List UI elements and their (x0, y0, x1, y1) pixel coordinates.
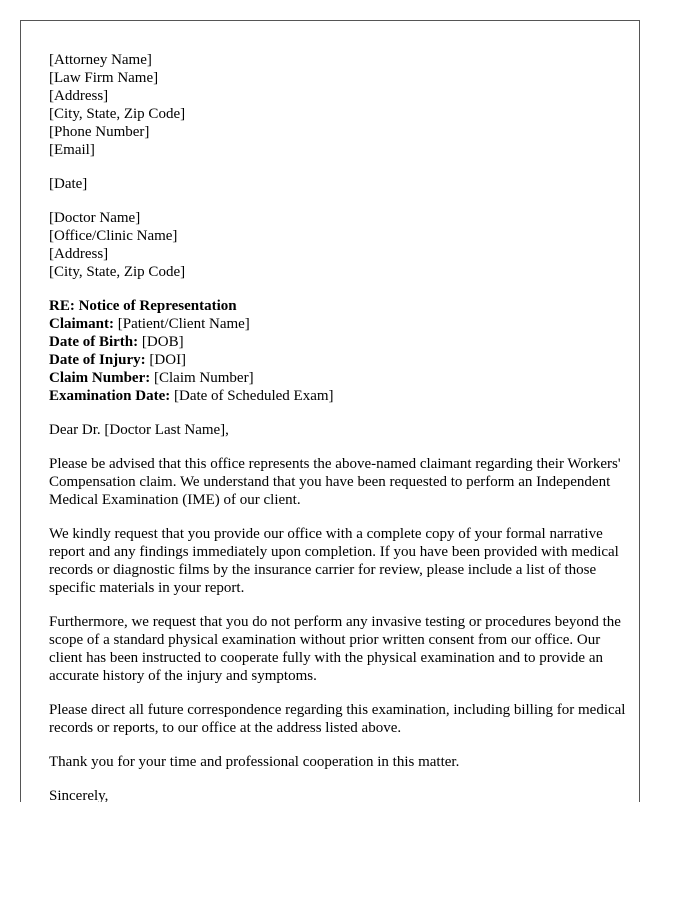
recipient-block (49, 209, 635, 281)
sender-email: [Email] (49, 142, 95, 158)
exam-date-label: Examination Date: (49, 388, 171, 404)
body-paragraph-2: We kindly request that you provide our office with a complete copy of your formal narrative report and any findings immediately upon completion. If you have been provided with medical records or diagnostic films by the insurance carrier for review, please include a list of those specific materials in your report. (49, 526, 619, 596)
closing: Sincerely, (49, 788, 109, 802)
claimant-value: [Patient/Client Name] (117, 316, 250, 332)
exam-date-line (49, 387, 635, 405)
dob-line (49, 333, 635, 351)
body-paragraph-1: Please be advised that this office represents the above-named claimant regarding their Workers' Compensation claim. We understand that you have been requested to perform an Independent Medical Examination (IME) of our client. (49, 456, 621, 508)
office-clinic-name: [Office/Clinic Name] (49, 228, 178, 244)
body-paragraph-4: Please direct all future correspondence regarding this examination, including billing for medical records or reports, to our office at the address listed above. (49, 702, 626, 736)
re-block (49, 297, 635, 405)
body-paragraph-3: Furthermore, we request that you do not perform any invasive testing or procedures beyond the scope of a standard physical examination without prior written consent from our office. Our client has been instructed to cooperate fully with the physical examination and to provide an accurate history of the injury and symptoms. (49, 614, 621, 684)
letter-page (20, 20, 640, 802)
re-subject: RE: Notice of Representation (49, 298, 237, 314)
salutation: Dear Dr. [Doctor Last Name], (49, 422, 229, 438)
claimant-label: Claimant: (49, 316, 114, 332)
attorney-name: [Attorney Name] (49, 52, 152, 68)
claim-number-value: [Claim Number] (154, 370, 254, 386)
sender-address: [Address] (49, 88, 109, 104)
doi-line (49, 351, 635, 369)
claimant-line (49, 315, 635, 333)
letter-content (49, 51, 635, 802)
body-paragraph-5: Thank you for your time and professional cooperation in this matter. (49, 754, 460, 770)
dob-label: Date of Birth: (49, 334, 139, 350)
doctor-name: [Doctor Name] (49, 210, 141, 226)
letter-date: [Date] (49, 176, 88, 192)
date-block (49, 175, 635, 193)
recipient-city-state-zip: [City, State, Zip Code] (49, 264, 186, 280)
claim-number-line (49, 369, 635, 387)
recipient-address: [Address] (49, 246, 109, 262)
doi-value: [DOI] (149, 352, 187, 368)
sender-block (49, 51, 635, 159)
dob-value: [DOB] (141, 334, 184, 350)
sender-phone: [Phone Number] (49, 124, 150, 140)
sender-city-state-zip: [City, State, Zip Code] (49, 106, 186, 122)
exam-date-value: [Date of Scheduled Exam] (174, 388, 334, 404)
law-firm-name: [Law Firm Name] (49, 70, 159, 86)
doi-label: Date of Injury: (49, 352, 146, 368)
claim-number-label: Claim Number: (49, 370, 151, 386)
